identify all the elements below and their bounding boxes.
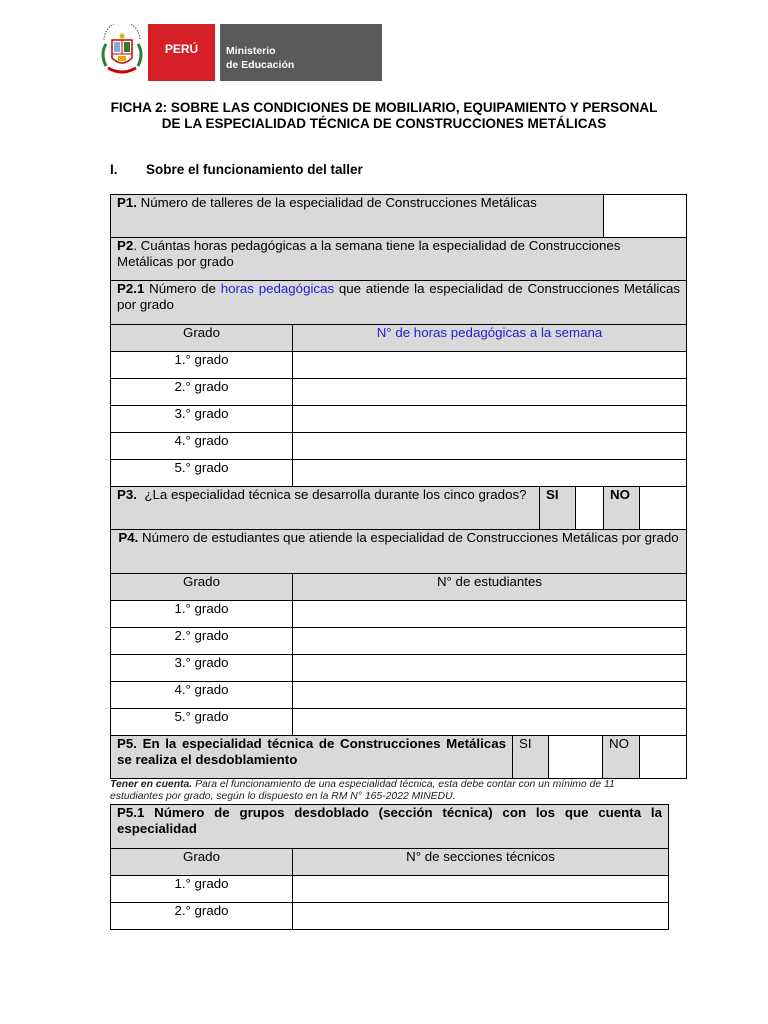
table-row: 5.° grado [111, 460, 293, 487]
p5-text: En la especialidad técnica de Construcciones Metálicas se realiza el desdoblamiento [117, 736, 506, 767]
sections-col-grado: Grado [111, 849, 293, 876]
section-label: Sobre el funcionamiento del taller [146, 162, 363, 177]
p2-1-label: P2.1 [117, 281, 145, 296]
p2-text: . Cuántas horas pedagógicas a la semana tiene la especialidad de Construcciones Metálicas por grado [117, 238, 621, 269]
p2-1-question [111, 281, 687, 325]
p5-no-checkbox[interactable] [640, 736, 687, 779]
p3-label: P3. [117, 487, 137, 502]
sections-input-2[interactable] [293, 903, 669, 930]
p2-1-text-after: que atiende la especialidad de Construcciones Metálicas por grado [117, 281, 681, 312]
p3-question [111, 487, 540, 530]
table-p5 [110, 735, 687, 779]
students-input-3[interactable] [293, 655, 687, 682]
p3-no-label: NO [604, 487, 640, 530]
section-heading [110, 162, 363, 177]
table-p4 [110, 529, 687, 736]
students-col-grado: Grado [111, 574, 293, 601]
p2-label: P2 [117, 238, 134, 253]
table-row: 3.° grado [111, 406, 293, 433]
hours-input-3[interactable] [293, 406, 687, 433]
table-row: 5.° grado [111, 709, 293, 736]
students-input-4[interactable] [293, 682, 687, 709]
table-row: 3.° grado [111, 655, 293, 682]
table-p5-1 [110, 804, 669, 930]
table-row: 2.° grado [111, 628, 293, 655]
table-p1-p3 [110, 194, 687, 530]
section-number: I. [110, 162, 118, 177]
p4-text: Número de estudiantes que atiende la especialidad de Construcciones Metálicas por grado [138, 530, 679, 545]
note-text [110, 779, 670, 803]
p4-question [111, 530, 687, 574]
hours-input-4[interactable] [293, 433, 687, 460]
p1-answer-field[interactable] [604, 195, 687, 238]
header-logo [96, 24, 382, 81]
students-input-1[interactable] [293, 601, 687, 628]
table-row: 1.° grado [111, 601, 293, 628]
ministry-label [220, 24, 382, 81]
sections-col-secciones: N° de secciones técnicos [293, 849, 669, 876]
document-title: FICHA 2: SOBRE LAS CONDICIONES DE MOBILIARIO, EQUIPAMIENTO Y PERSONAL DE LA ESPECIALIDAD TÉCNICA DE CONSTRUCCIONES METÁLICAS [110, 100, 658, 131]
hours-col-horas: N° de horas pedagógicas a la semana [293, 325, 687, 352]
ministry-line-1: Ministerio [226, 45, 276, 57]
hours-col-grado: Grado [111, 325, 293, 352]
p5-no-label: NO [603, 736, 640, 779]
table-row: 2.° grado [111, 903, 293, 930]
table-row: 2.° grado [111, 379, 293, 406]
students-input-2[interactable] [293, 628, 687, 655]
table-row: 1.° grado [111, 876, 293, 903]
p5-label: P5. [117, 736, 137, 751]
p2-question [111, 238, 687, 281]
p1-question [111, 195, 604, 238]
note-body: Para el funcionamiento de una especialidad técnica, esta debe contar con un mínimo de 11 estudiantes por grado, según lo dispuesto en la RM N° 165-2022 MINEDU. [110, 779, 615, 802]
coat-of-arms-icon [96, 24, 148, 81]
p1-text: Número de talleres de la especialidad de Construcciones Metálicas [136, 195, 537, 210]
ministry-line-2: de Educación [226, 59, 295, 71]
p5-question [111, 736, 513, 779]
hours-input-2[interactable] [293, 379, 687, 406]
p5-1-label: P5.1 [117, 805, 145, 820]
p3-no-checkbox[interactable] [640, 487, 687, 530]
table-row: 4.° grado [111, 682, 293, 709]
horas-pedagogicas-link[interactable]: horas pedagógicas [220, 281, 335, 296]
p5-1-text: Número de grupos desdoblado (sección técnica) con los que cuenta la especialidad [117, 805, 662, 836]
p3-si-label: SI [540, 487, 576, 530]
hours-input-5[interactable] [293, 460, 687, 487]
p5-si-label: SI [513, 736, 549, 779]
students-input-5[interactable] [293, 709, 687, 736]
p2-1-text-before: Número de [144, 281, 221, 296]
students-col-estudiantes: N° de estudiantes [293, 574, 687, 601]
p3-si-checkbox[interactable] [576, 487, 604, 530]
p3-text: ¿La especialidad técnica se desarrolla durante los cinco grados? [144, 487, 527, 502]
table-row: 4.° grado [111, 433, 293, 460]
table-row: 1.° grado [111, 352, 293, 379]
p1-label: P1. [117, 195, 137, 210]
p5-1-question [111, 805, 669, 849]
p4-label: P4. [118, 530, 139, 545]
p5-si-checkbox[interactable] [549, 736, 603, 779]
note-bold: Tener en cuenta. [110, 779, 193, 790]
peru-label: PERÚ [148, 24, 215, 81]
hours-input-1[interactable] [293, 352, 687, 379]
sections-input-1[interactable] [293, 876, 669, 903]
